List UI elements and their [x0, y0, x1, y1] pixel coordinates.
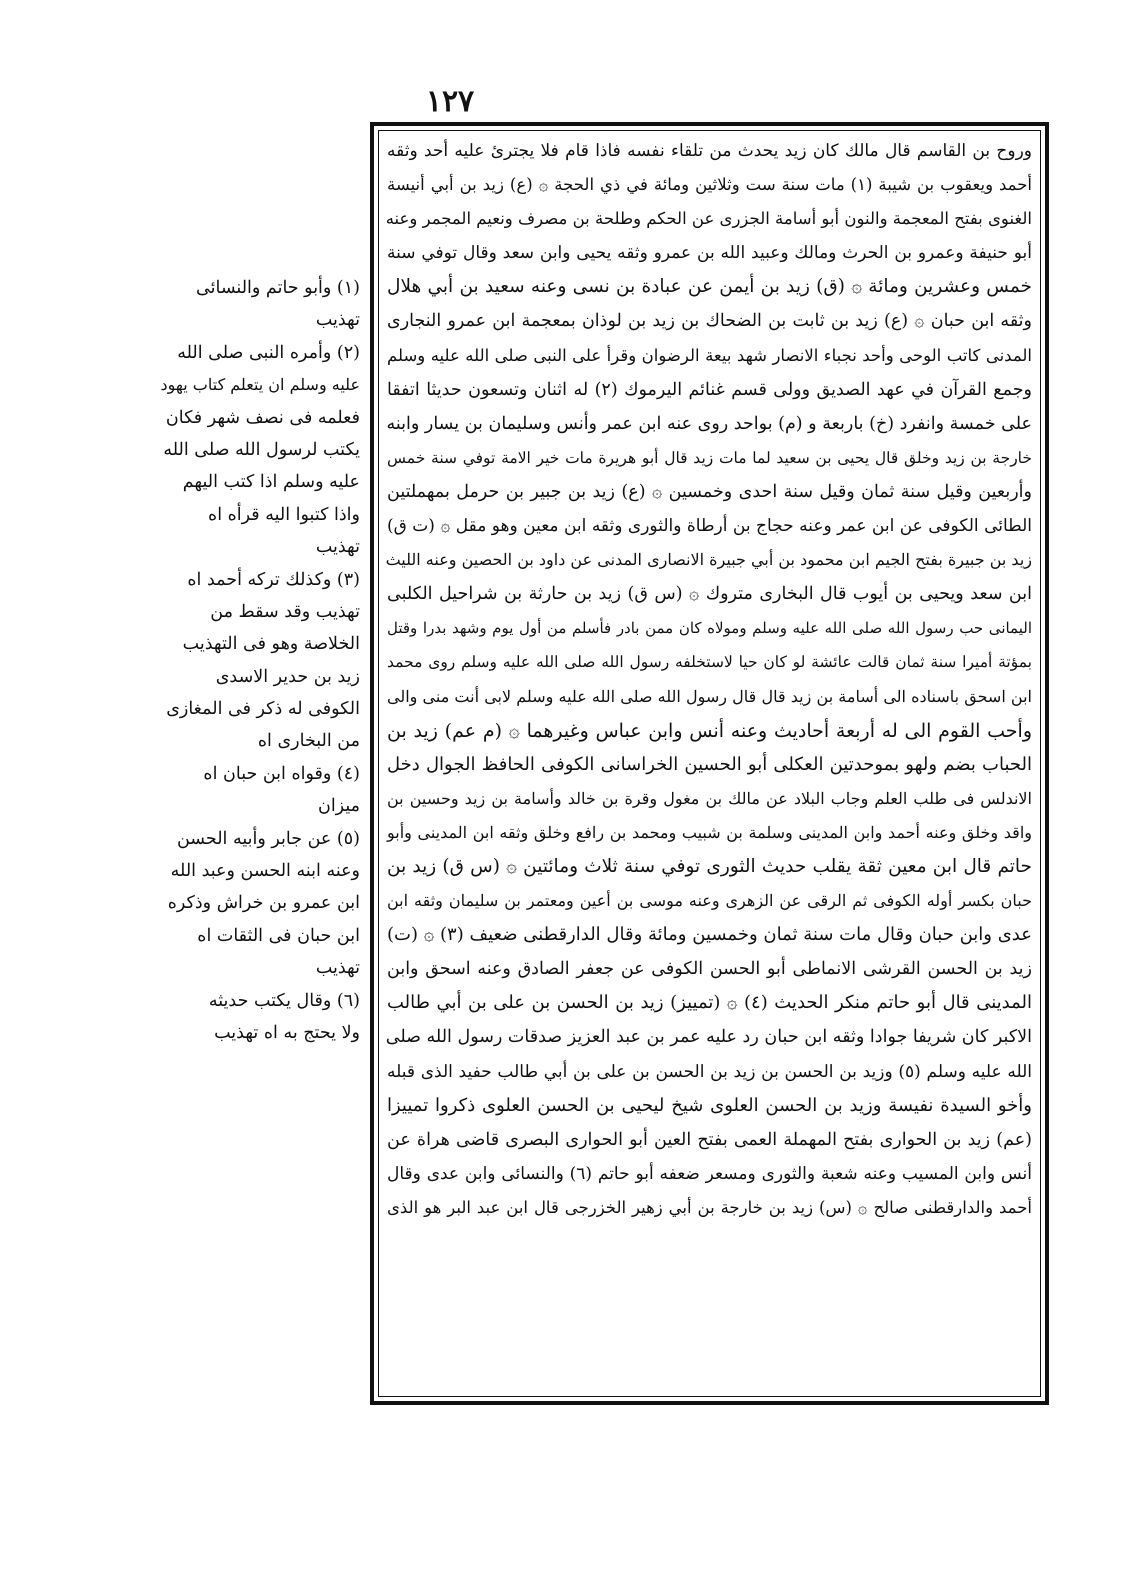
main-text-line: الاندلس فى طلب العلم وجاب البلاد عن مالك بن مغول وقرة بن خالد وأسامة بن زيد وحسين بن: [387, 788, 1032, 808]
main-text-line: وأربعين وقيل سنة ثمان وقيل سنة احدى وخمسين ۞ (ع) زيد بن جبير بن حرمل بمهملتين: [387, 481, 1032, 502]
main-text-line: خارجة بن زيد وخلق قال يحيى بن سعيد لما مات زيد قال أبو هريرة مات خير الامة توفي سنة خمس: [387, 448, 1032, 467]
margin-note-line: واذا كتبوا اليه قرأه اه: [208, 504, 360, 525]
margin-note-line: الكوفى له ذكر فى المغازى: [166, 699, 360, 720]
main-text-line: زيد بن الحسن القرشى الانماطى أبو الحسن الكوفى عن جعفر الصادق وعنه اسحق وابن: [387, 959, 1032, 980]
main-text-line: وروح بن القاسم قال مالك كان زيد يحدث من تلقاء نفسه فاذا قام فلا يجترئ عليه أحد وثقه: [387, 141, 1032, 161]
main-text-line: أحمد والدارقطنى صالح ۞ (س) زيد بن خارجة بن أبي زهير الخزرجى قال ابن عبد البر هو الذى: [387, 1197, 1032, 1217]
main-text-line: اليمانى حب رسول الله صلى الله عليه وسلم ومولاه كان ممن بادر فأسلم من أول يوم وشهد بدرا وقتل: [387, 619, 1032, 638]
main-text-line: حبان بكسر أوله الكوفى ثم الرقى عن الزهرى وعنه موسى بن أعين ومعتمر بن سليمان وثقه ابن: [387, 891, 1032, 911]
main-text-line: زيد بن جبيرة بفتح الجيم ابن محمود بن أبي جبيرة الانصارى المدنى عن داود بن الحصين وعنه الليث: [385, 550, 1032, 570]
main-text-line: عدى وابن حبان وقال مات سنة ثمان وخمسين ومائة وقال الدارقطنى ضعيف (٣) ۞ (ت): [387, 924, 1032, 946]
margin-note-line: الخلاصة وهو فى التهذيب: [182, 634, 360, 655]
margin-note-line: ابن حبان فى الثقات اه: [197, 925, 360, 946]
margin-note-line: ولا يحتج به اه تهذيب: [214, 1022, 360, 1043]
margin-note-line: عليه وسلم ان يتعلم كتاب يهود: [160, 375, 360, 395]
margin-note-line: (٤) وقواه ابن حبان اه: [203, 763, 360, 784]
main-text-line: وجمع القرآن في عهد الصديق وولى قسم غنائم اليرموك (٢) له اثنان وتسعون حديثا اتفقا: [387, 379, 1033, 400]
main-text-line: خمس وعشرين ومائة ۞ (ق) زيد بن أيمن عن عبادة بن نسى وعنه سعيد بن أبي هلال: [387, 276, 1032, 298]
page-number: ١٢٧: [425, 84, 475, 119]
main-text-line: أنس وابن المسيب وعنه شعبة والثورى ومسعر ضعفه أبو حاتم (٦) والنسائى وابن عدى وقال: [387, 1163, 1032, 1184]
margin-note-line: زيد بن حدير الاسدى: [215, 666, 360, 687]
main-text-line: ابن سعد ويحيى بن أيوب قال البخارى متروك ۞ (س ق) زيد بن حارثة بن شراحيل الكلبى: [387, 584, 1032, 605]
margin-note-line: عليه وسلم اذا كتب اليهم: [182, 472, 360, 493]
margin-note-line: من البخارى اه: [257, 731, 360, 752]
margin-note-line: ابن عمرو بن خراش وذكره: [167, 893, 360, 914]
margin-note-line: تهذيب: [315, 537, 360, 558]
main-text-line: الغنوى بفتح المعجمة والنون أبو أسامة الجزرى عن الحكم وطلحة بن مصرف ونعيم المجمر وعنه: [385, 209, 1032, 229]
margin-note-line: تهذيب: [315, 958, 360, 979]
margin-note-line: ميزان: [317, 796, 360, 817]
margin-note-line: (٣) وكذلك تركه أحمد اه: [187, 569, 360, 590]
margin-note-line: (٢) وأمره النبى صلى الله: [177, 342, 360, 363]
main-text-line: (عم) زيد بن الحوارى بفتح المهملة العمى بفتح العين أبو الحوارى البصرى قاضى هراة عن: [387, 1129, 1032, 1150]
main-text-line: الله عليه وسلم (٥) وزيد بن الحسن بن زيد بن الحسن بن على بن أبي طالب حفيد الذى قبله: [387, 1061, 1032, 1082]
main-text-line: أحمد ويعقوب بن شيبة (١) مات سنة ست وثلاثين ومائة في ذي الحجة ۞ (ع) زيد بن أبي أنيسة: [387, 175, 1033, 195]
margin-note-line: (١) وأبو حاتم والنسائى: [196, 278, 360, 298]
main-text-line: على خمسة وانفرد (خ) باربعة و (م) بواحد روى عنه ابن عمر وأنس وسليمان بن يسار وابنه: [386, 413, 1032, 434]
main-text-line: المدنى كاتب الوحى وأحد نجباء الانصار شهد بيعة الرضوان وقرأ على النبى صلى الله عليه وسلم: [387, 345, 1032, 365]
margin-note-line: فعلمه فى نصف شهر فكان: [165, 407, 360, 428]
margin-note-line: (٥) عن جابر وأبيه الحسن: [176, 828, 360, 849]
margin-note-line: يكتب لرسول الله صلى الله: [163, 439, 360, 460]
main-text-line: حاتم قال ابن معين ثقة يقلب حديث الثورى توفي سنة ثلاث ومائتين ۞ (س ق) زيد بن: [387, 855, 1032, 877]
margin-notes: [160, 272, 360, 1049]
main-text-block: [381, 134, 1038, 1396]
main-text-line: المدينى قال أبو حاتم منكر الحديث (٤) ۞ (تمييز) زيد بن الحسن بن على بن أبي طالب: [387, 992, 1032, 1014]
main-text-line: الحباب بضم ولهو بموحدتين العكلى أبو الحسين الخراسانى الكوفى الحافظ الجوال دخل: [387, 753, 1032, 775]
margin-note-line: (٦) وقال يكتب حديثه: [208, 990, 360, 1011]
main-text-line: أبو حنيفة وعمرو بن الحرث ومالك وعبيد الله بن عمرو وثقه يحيى وابن سعد وقال توفي سنة: [387, 243, 1032, 264]
main-text-line: واقد وخلق وعنه أحمد وابن المدينى وسلمة بن شبيب ومحمد بن رافع وخلق وثقه ابن المدينى وأبو: [387, 822, 1032, 842]
main-text-line: وأخو السيدة نفيسة وزيد بن الحسن العلوى شيخ ليحيى بن الحسن العلوى ذكروا تمييزا: [387, 1094, 1032, 1116]
main-text-line: بمؤتة أميرا سنة ثمان قالت عائشة لو كان حيا لاستخلفه رسول الله صلى الله عليه وسلم روى محمد: [387, 653, 1032, 672]
main-text-line: وثقه ابن حبان ۞ (ع) زيد بن ثابت بن الضحاك بن زيد بن لوذان بمعجمة ابن عمرو النجارى: [387, 311, 1032, 332]
margin-note-line: تهذيب: [315, 310, 360, 331]
main-text-line: ابن اسحق باسناده الى أسامة بن زيد قال قال رسول الله صلى الله عليه وسلم لابى أنت منى والى: [387, 686, 1032, 706]
margin-note-line: تهذيب وقد سقط من: [210, 601, 360, 622]
main-text-line: الطائى الكوفى عن ابن عمر وعنه حجاج بن أرطاة والثورى وثقه ابن معين وهو مقل ۞ (ت ق): [387, 516, 1032, 537]
margin-note-line: وعنه ابنه الحسن وعبد الله: [170, 861, 360, 882]
main-text-line: الاكبر كان شريفا جوادا وثقه ابن حبان رد عليه عمر بن عبد العزيز صدقات رسول الله صلى: [385, 1027, 1032, 1048]
main-text-line: وأحب القوم الى له أربعة أحاديث وعنه أنس وابن عباس وغيرهما ۞ (م عم) زيد بن: [387, 719, 1032, 742]
